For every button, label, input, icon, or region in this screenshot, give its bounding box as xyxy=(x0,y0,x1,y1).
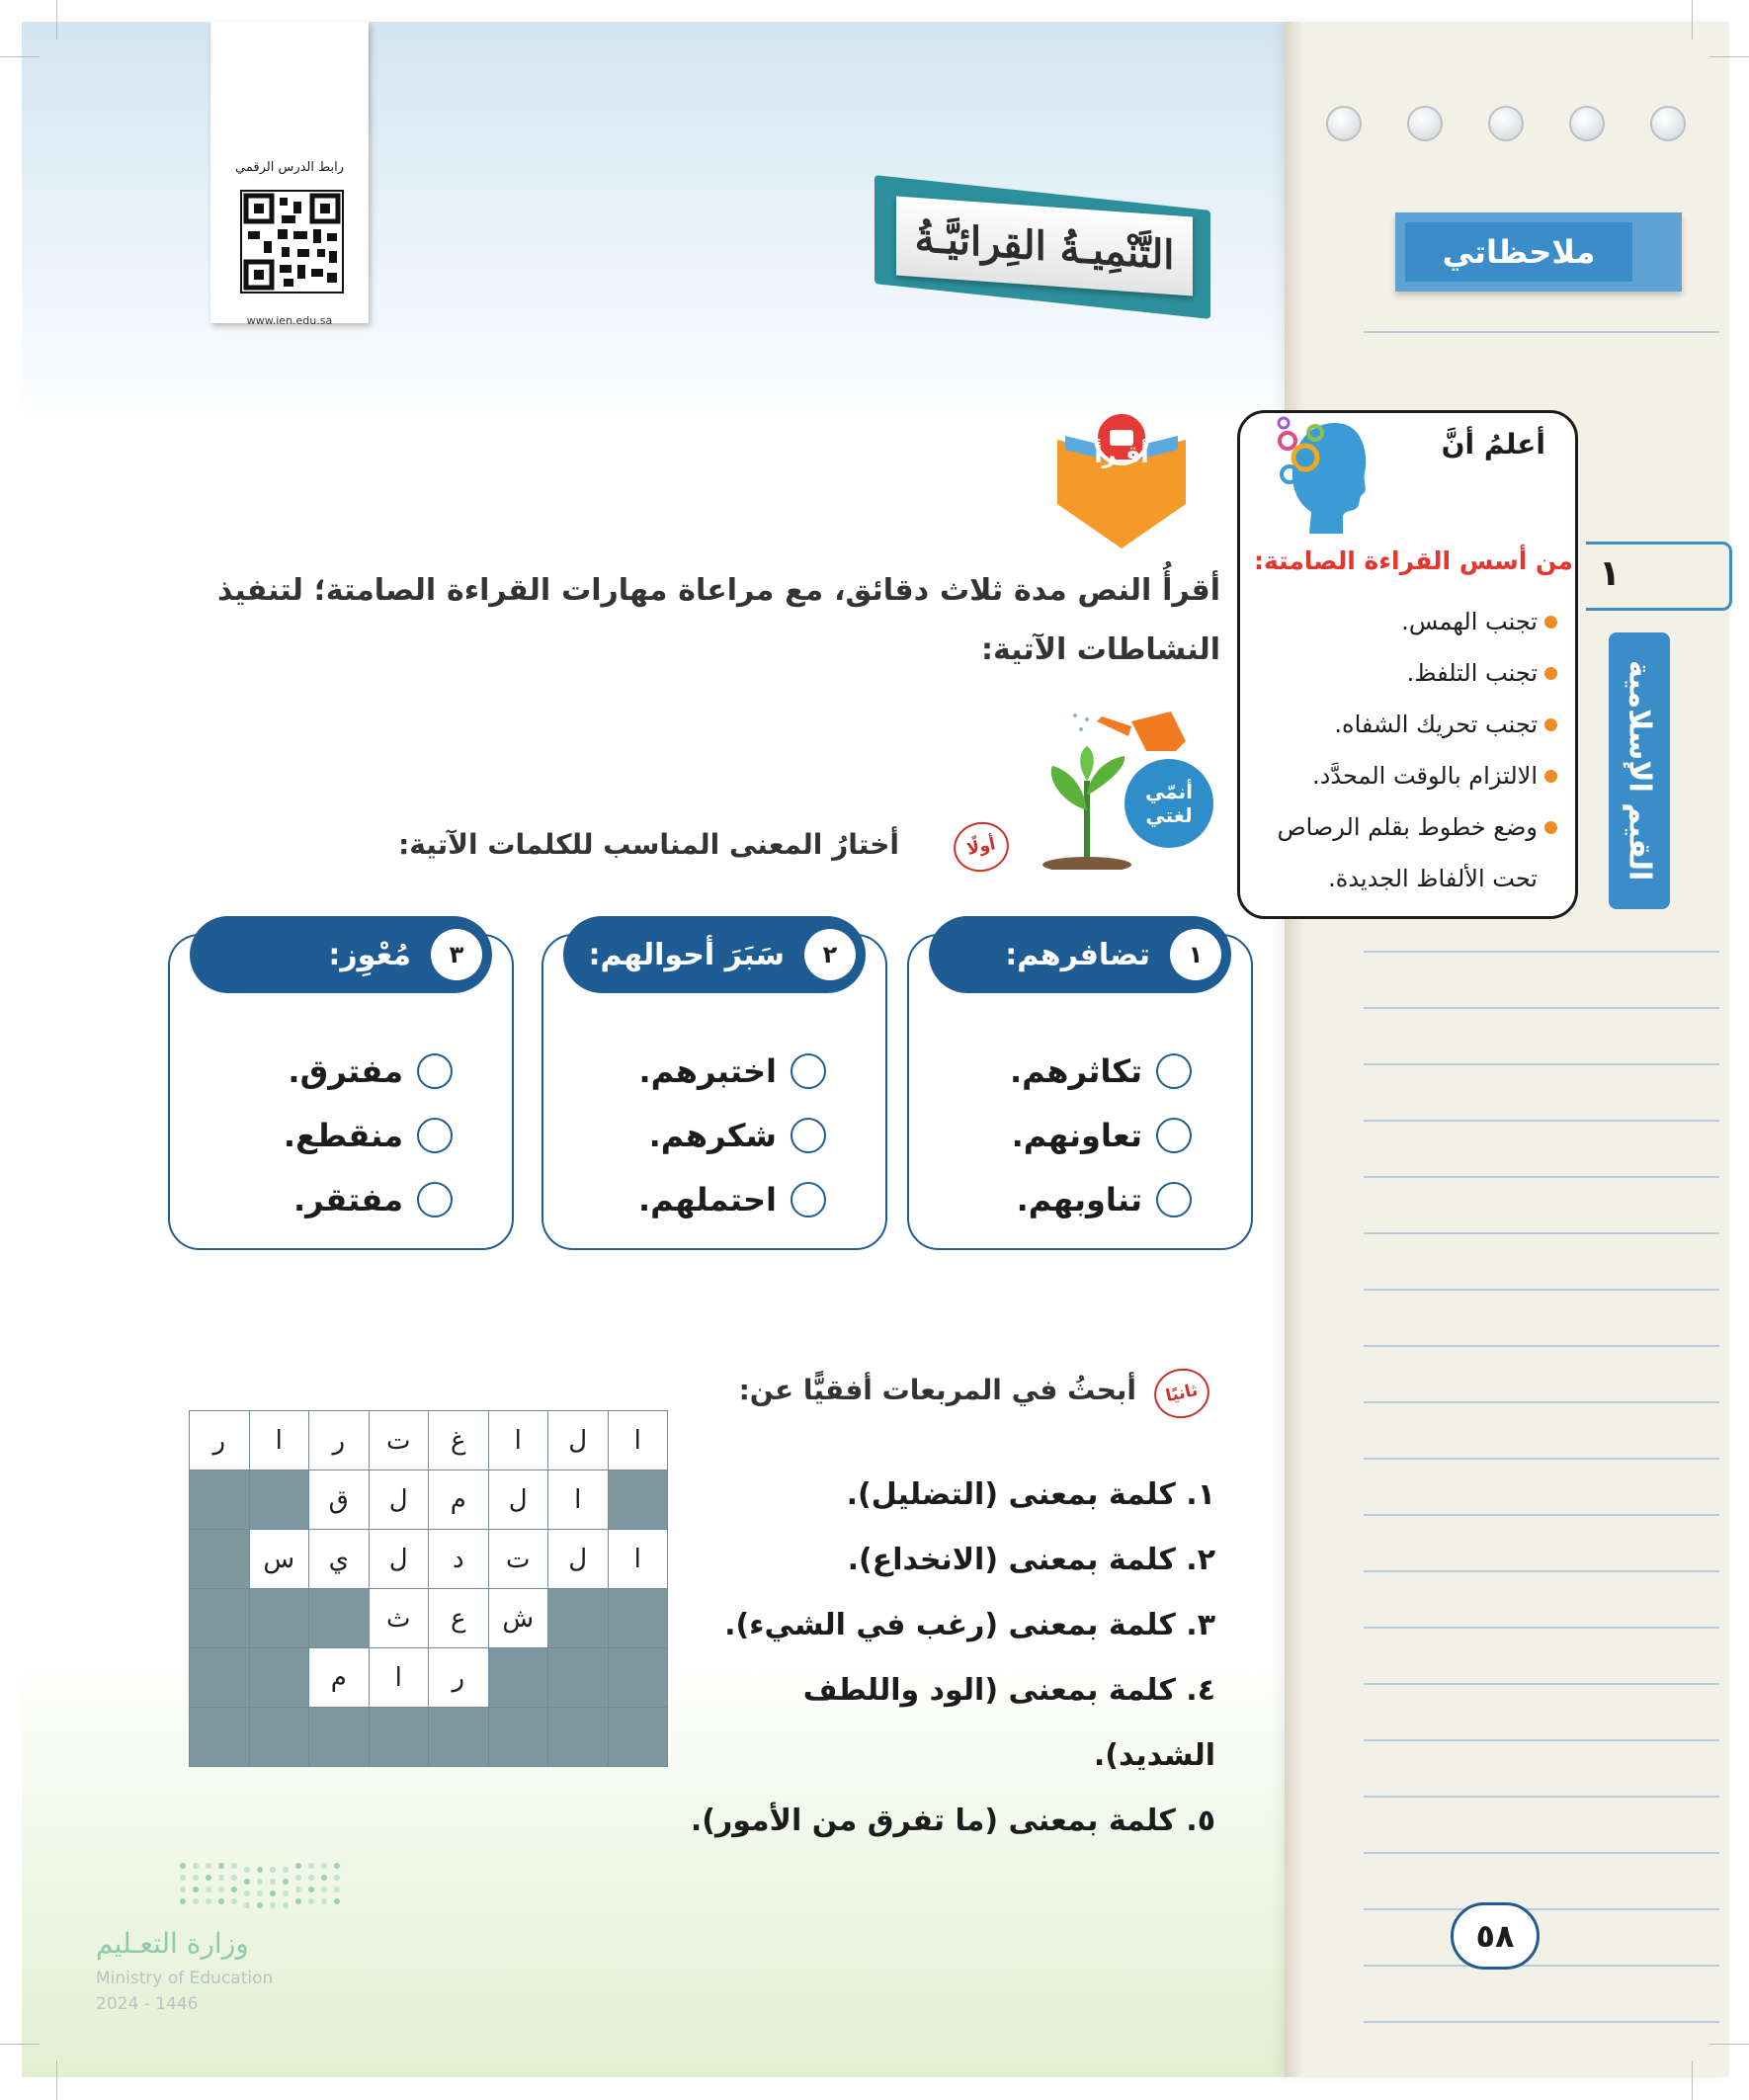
rule-line xyxy=(1364,1514,1719,1516)
logo-dot xyxy=(321,1898,327,1904)
logo-dot xyxy=(193,1863,199,1869)
logo-dot xyxy=(270,1879,276,1885)
grid-cell xyxy=(369,1708,429,1767)
rule-line xyxy=(1364,1627,1719,1629)
radio-button[interactable] xyxy=(417,1118,453,1153)
grid-cell xyxy=(190,1708,250,1767)
grid-cell xyxy=(488,1708,548,1767)
logo-dot xyxy=(270,1867,276,1873)
logo-dot xyxy=(231,1875,237,1881)
grid-cell[interactable]: ل xyxy=(548,1411,609,1470)
head-gears-icon xyxy=(1266,413,1370,537)
grid-cell[interactable]: د xyxy=(429,1530,489,1589)
logo-dot xyxy=(321,1863,327,1869)
rule-line xyxy=(1364,951,1719,953)
grid-row xyxy=(190,1708,668,1767)
crop-mark xyxy=(0,56,40,57)
read-icon-label: أقـرأ xyxy=(1094,441,1149,468)
ministry-year: 2024 - 1446 xyxy=(96,1994,199,2014)
grid-cell xyxy=(249,1589,309,1648)
grid-cell xyxy=(429,1708,489,1767)
option[interactable]: تناوبهم. xyxy=(1017,1181,1192,1218)
rule-line xyxy=(1364,1796,1719,1798)
grid-cell[interactable]: ل xyxy=(488,1470,548,1530)
logo-dot xyxy=(334,1898,340,1904)
bullet-icon xyxy=(1544,616,1557,629)
list-item: ٤. كلمة بمعنى (الود واللطف الشديد). xyxy=(802,1673,1215,1773)
grid-cell xyxy=(548,1708,609,1767)
logo-dot xyxy=(334,1887,340,1892)
crop-mark xyxy=(1709,2044,1749,2045)
logo-dot xyxy=(206,1875,211,1881)
chapter-title-tab xyxy=(1609,632,1670,909)
radio-button[interactable] xyxy=(791,1118,826,1153)
grid-cell xyxy=(249,1648,309,1708)
logo-dot xyxy=(257,1867,263,1873)
logo-dot xyxy=(206,1863,211,1869)
vocab-card-1 xyxy=(907,934,1253,1250)
crop-mark xyxy=(0,2044,40,2045)
question-list xyxy=(682,1463,1215,1854)
logo-dot xyxy=(193,1875,199,1881)
section-title-banner xyxy=(874,193,1210,301)
card-header xyxy=(190,916,492,993)
rule-line xyxy=(1364,2021,1719,2023)
rule-line xyxy=(1364,1683,1719,1685)
radio-button[interactable] xyxy=(1156,1118,1192,1153)
grid-cell xyxy=(190,1589,250,1648)
qr-code-icon[interactable] xyxy=(240,190,344,294)
list-item: ٢. كلمة بمعنى (الانخداع). xyxy=(847,1543,1215,1577)
notebook-edge xyxy=(1285,22,1304,2077)
grid-cell[interactable]: ر xyxy=(190,1411,250,1470)
logo-dot xyxy=(257,1879,263,1885)
rule-line xyxy=(1364,1063,1719,1065)
option[interactable]: منقطع. xyxy=(284,1117,453,1154)
grid-cell[interactable]: م xyxy=(309,1648,370,1708)
ministry-name-ar: وزارة التعـليم xyxy=(96,1927,249,1960)
logo-dot xyxy=(206,1887,211,1892)
grid-cell[interactable]: س xyxy=(249,1530,309,1589)
card-word: مُعْوِز: xyxy=(328,937,411,972)
logo-dot xyxy=(295,1875,301,1881)
logo-dot xyxy=(283,1902,289,1908)
grid-cell xyxy=(249,1708,309,1767)
grid-cell[interactable]: ل xyxy=(369,1530,429,1589)
crop-mark xyxy=(1709,56,1749,57)
logo-dot xyxy=(295,1898,301,1904)
grid-cell[interactable]: ا xyxy=(548,1470,609,1530)
activity2-instruction: أبحثُ في المربعات أفقيًّا عن: xyxy=(738,1374,1136,1406)
list-item: ١. كلمة بمعنى (التضليل). xyxy=(846,1477,1215,1512)
logo-dot xyxy=(231,1898,237,1904)
know-that-box xyxy=(1237,410,1578,919)
grid-cell[interactable]: ل xyxy=(369,1470,429,1530)
logo-dot xyxy=(231,1887,237,1892)
word-search-grid xyxy=(189,1410,668,1767)
page-number: ٥٨ xyxy=(1451,1902,1540,1970)
grid-cell xyxy=(608,1708,668,1767)
grid-cell[interactable]: ش xyxy=(488,1589,548,1648)
vocab-card-2 xyxy=(541,934,887,1250)
grid-cell xyxy=(608,1589,668,1648)
crop-mark xyxy=(1692,0,1693,40)
rule-line xyxy=(1364,1908,1719,1910)
second-seal-badge: ثانيًا xyxy=(1149,1364,1213,1424)
grid-cell[interactable]: ع xyxy=(429,1589,489,1648)
logo-dot xyxy=(283,1879,289,1885)
grid-cell[interactable]: ا xyxy=(608,1411,668,1470)
grid-cell[interactable]: ا xyxy=(488,1411,548,1470)
read-book-icon xyxy=(1047,410,1196,553)
binder-ring-icon xyxy=(1326,106,1362,141)
logo-dot xyxy=(308,1863,314,1869)
grid-cell[interactable]: ي xyxy=(309,1530,370,1589)
binder-ring-icon xyxy=(1488,106,1524,141)
section-title: التَّنْمِيـةُ القِرائيَّـةُ xyxy=(896,197,1193,296)
grid-cell xyxy=(190,1530,250,1589)
grid-cell[interactable]: ق xyxy=(309,1470,370,1530)
grid-row xyxy=(190,1530,668,1589)
logo-dot xyxy=(308,1887,314,1892)
bullet-icon xyxy=(1544,667,1557,680)
crop-mark xyxy=(56,2060,57,2100)
grid-cell[interactable]: ر xyxy=(309,1411,370,1470)
logo-dot xyxy=(180,1875,186,1881)
logo-dot xyxy=(270,1890,276,1896)
radio-button[interactable] xyxy=(1156,1182,1192,1218)
list-item: وضع خطوط بقلم الرصاص xyxy=(1241,801,1557,853)
logo-dot xyxy=(180,1863,186,1869)
grid-cell xyxy=(249,1470,309,1530)
rule-line xyxy=(1364,1232,1719,1234)
card-header xyxy=(929,916,1231,993)
option[interactable]: مفترق. xyxy=(288,1052,453,1090)
option[interactable]: احتملهم. xyxy=(638,1181,826,1218)
logo-dot xyxy=(193,1898,199,1904)
logo-dot xyxy=(244,1867,250,1873)
intro-paragraph: أقرأُ النص مدة ثلاث دقائق، مع مراعاة مهارات القراءة الصامتة؛ لتنفيذ النشاطات الآتية: xyxy=(217,573,1220,667)
card-header xyxy=(563,916,866,993)
list-item: تجنب تحريك الشفاه. xyxy=(1241,699,1557,750)
qr-caption: رابط الدرس الرقمي xyxy=(235,160,344,175)
grid-cell xyxy=(488,1648,548,1708)
radio-button[interactable] xyxy=(1156,1053,1192,1089)
grid-cell[interactable]: ر xyxy=(429,1648,489,1708)
know-that-subtitle: من أسس القراءة الصامتة: xyxy=(1253,546,1573,575)
logo-dot xyxy=(257,1890,263,1896)
option[interactable]: شكرهم. xyxy=(649,1117,826,1154)
rule-line xyxy=(1364,1401,1719,1403)
card-word: سَبَرَ أحوالهم: xyxy=(588,937,785,972)
list-item: ٣. كلمة بمعنى (رغب في الشيء). xyxy=(724,1608,1215,1642)
option[interactable]: اختبرهم. xyxy=(639,1052,827,1090)
rule-line xyxy=(1364,1852,1719,1854)
list-item: ٥. كلمة بمعنى (ما تفرق من الأمور). xyxy=(690,1804,1215,1838)
grid-cell[interactable]: م xyxy=(429,1470,489,1530)
logo-dot xyxy=(206,1898,211,1904)
grid-cell[interactable]: ت xyxy=(369,1411,429,1470)
grid-row xyxy=(190,1648,668,1708)
list-item: الالتزام بالوقت المحدَّد. xyxy=(1241,750,1557,801)
qr-card[interactable] xyxy=(210,22,369,327)
logo-dot xyxy=(244,1890,250,1896)
bullet-icon xyxy=(1544,821,1557,834)
radio-button[interactable] xyxy=(417,1053,453,1089)
ministry-dots-icon xyxy=(175,1858,353,1912)
logo-dot xyxy=(295,1887,301,1892)
list-item: تجنب التلفظ. xyxy=(1241,647,1557,699)
card-number: ٣ xyxy=(431,929,482,980)
bullet-icon xyxy=(1544,718,1557,731)
option[interactable]: مفتقر. xyxy=(293,1181,453,1218)
logo-dot xyxy=(334,1863,340,1869)
grid-cell xyxy=(608,1648,668,1708)
chapter-title: القيم الإسلامية xyxy=(1622,660,1657,882)
logo-dot xyxy=(334,1875,340,1881)
activity1-instruction: أختارُ المعنى المناسب للكلمات الآتية: xyxy=(398,828,899,861)
grid-cell xyxy=(190,1648,250,1708)
bullet-icon xyxy=(1544,770,1557,783)
logo-dot xyxy=(321,1875,327,1881)
rule-line xyxy=(1364,1176,1719,1178)
ministry-logo xyxy=(96,1858,363,2026)
grid-cell[interactable]: غ xyxy=(429,1411,489,1470)
grid-cell[interactable]: ل xyxy=(548,1530,609,1589)
option[interactable]: تكاثرهم. xyxy=(1010,1052,1192,1090)
grid-cell[interactable]: ا xyxy=(369,1648,429,1708)
logo-dot xyxy=(180,1887,186,1892)
logo-dot xyxy=(193,1887,199,1892)
rule-line xyxy=(1364,1120,1719,1122)
develop-language-badge: أنمّي لغتي xyxy=(1124,759,1213,848)
rule-line xyxy=(1364,1739,1719,1741)
grid-row xyxy=(190,1411,668,1470)
crop-mark xyxy=(56,0,57,40)
list-item-continuation: تحت الألفاظ الجديدة. xyxy=(1328,865,1538,892)
logo-dot xyxy=(308,1898,314,1904)
radio-button[interactable] xyxy=(791,1182,826,1218)
grid-cell xyxy=(608,1470,668,1530)
know-that-title: أعلمُ أنَّ xyxy=(1441,428,1545,461)
ministry-name-en: Ministry of Education xyxy=(96,1969,274,1988)
rule-line xyxy=(1364,1570,1719,1572)
option[interactable]: تعاونهم. xyxy=(1012,1117,1192,1154)
grid-cell xyxy=(309,1708,370,1767)
logo-dot xyxy=(295,1863,301,1869)
binder-ring-icon xyxy=(1650,106,1686,141)
rule-line xyxy=(1364,331,1719,333)
grid-cell[interactable]: ا xyxy=(249,1411,309,1470)
logo-dot xyxy=(231,1863,237,1869)
logo-dot xyxy=(244,1902,250,1908)
notes-label: ملاحظاتي xyxy=(1405,222,1632,282)
qr-url[interactable]: www.ien.edu.sa xyxy=(246,314,333,327)
logo-dot xyxy=(321,1887,327,1892)
notes-notebook xyxy=(1285,22,1729,2077)
logo-dot xyxy=(270,1902,276,1908)
logo-dot xyxy=(308,1875,314,1881)
grid-cell xyxy=(548,1589,609,1648)
rule-line xyxy=(1364,1345,1719,1347)
logo-dot xyxy=(218,1875,224,1881)
grid-cell xyxy=(548,1648,609,1708)
rule-line xyxy=(1364,1965,1719,1967)
card-number: ٢ xyxy=(804,929,856,980)
radio-button[interactable] xyxy=(417,1182,453,1218)
grid-cell xyxy=(190,1470,250,1530)
rule-line xyxy=(1364,1007,1719,1009)
crop-mark xyxy=(1692,2060,1693,2100)
grid-cell[interactable]: ت xyxy=(488,1530,548,1589)
logo-dot xyxy=(218,1887,224,1892)
binder-ring-icon xyxy=(1569,106,1605,141)
vocab-card-3 xyxy=(168,934,514,1250)
notes-header xyxy=(1395,212,1682,292)
grid-cell[interactable]: ا xyxy=(608,1530,668,1589)
grid-cell[interactable]: ث xyxy=(369,1589,429,1648)
card-word: تضافرهم: xyxy=(1005,937,1150,972)
radio-button[interactable] xyxy=(791,1053,826,1089)
rule-line xyxy=(1364,1458,1719,1460)
know-that-list xyxy=(1241,596,1557,904)
grid-row xyxy=(190,1470,668,1530)
logo-dot xyxy=(283,1867,289,1873)
logo-dot xyxy=(180,1898,186,1904)
chapter-number: ١ xyxy=(1599,553,1621,594)
grid-cell xyxy=(309,1589,370,1648)
card-number: ١ xyxy=(1170,929,1221,980)
logo-dot xyxy=(218,1898,224,1904)
binder-ring-icon xyxy=(1407,106,1443,141)
logo-dot xyxy=(244,1879,250,1885)
rule-line xyxy=(1364,1289,1719,1291)
first-seal-badge: أولًا xyxy=(949,817,1013,878)
logo-dot xyxy=(283,1890,289,1896)
logo-dot xyxy=(257,1902,263,1908)
logo-dot xyxy=(218,1863,224,1869)
list-item: تجنب الهمس. xyxy=(1241,596,1557,647)
grid-row xyxy=(190,1589,668,1648)
